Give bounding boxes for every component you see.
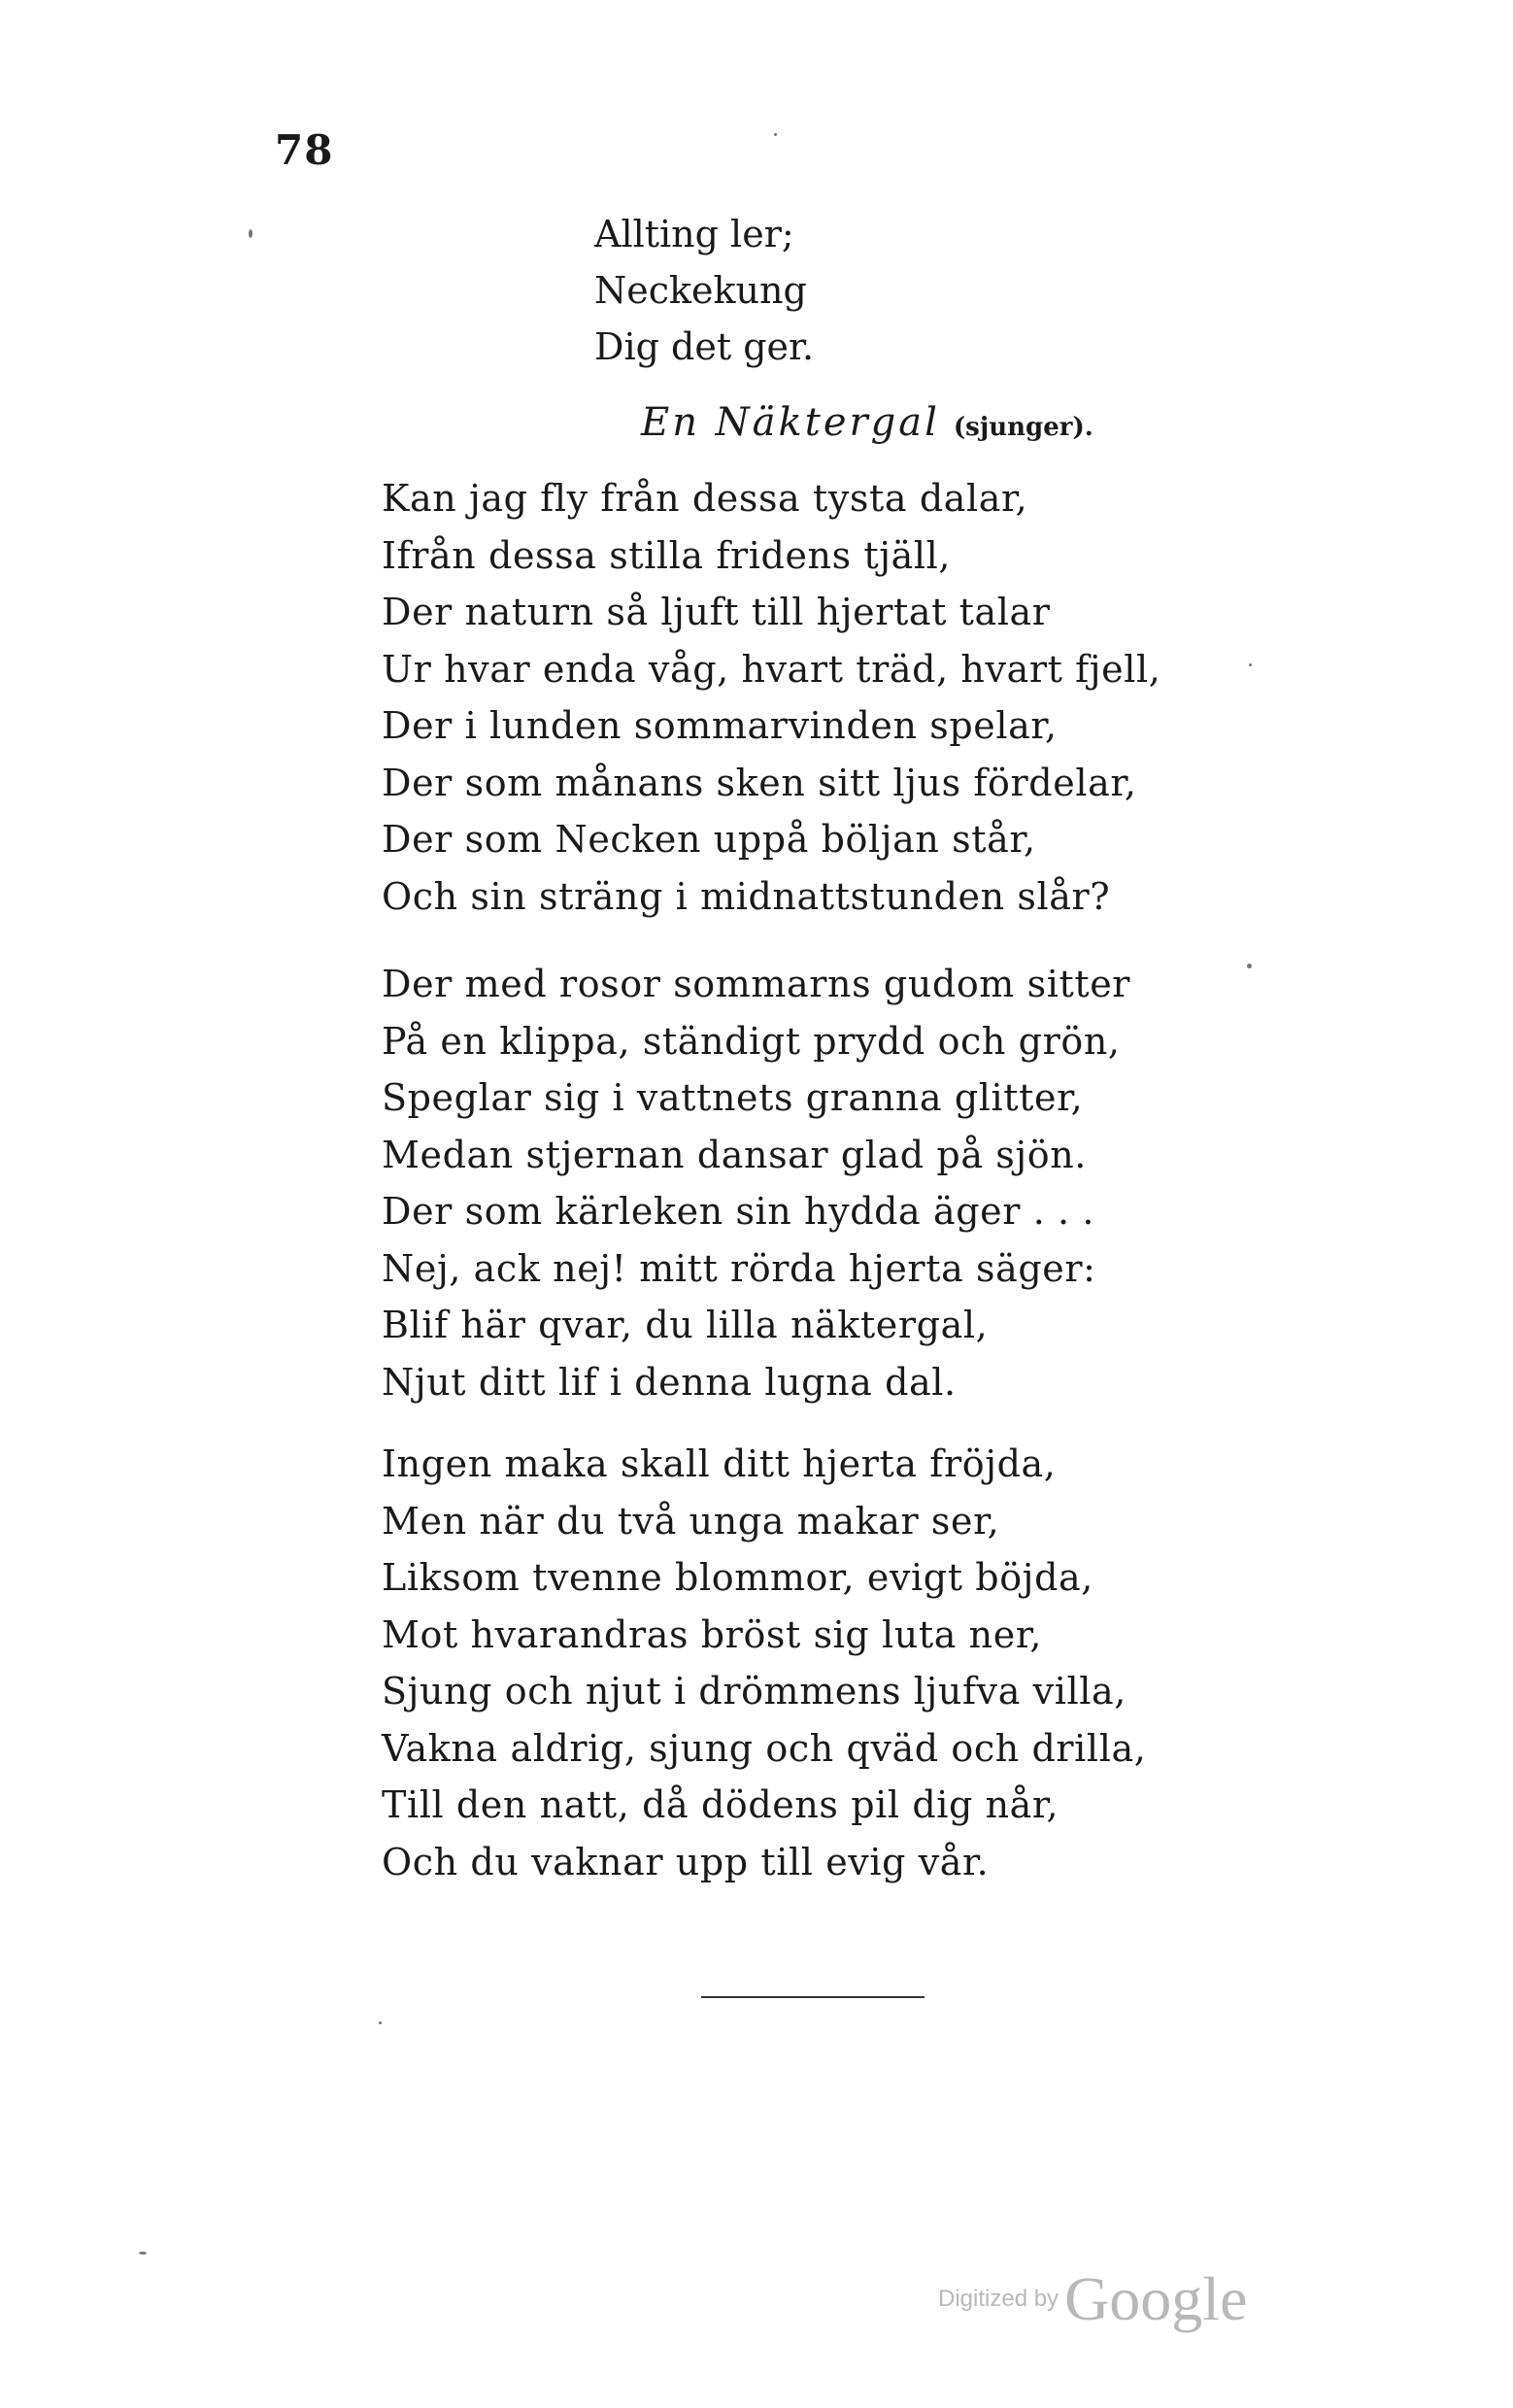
verse-line: Der som kärleken sin hydda äger . . . [382, 1190, 1095, 1233]
stage-direction: (sjunger). [953, 413, 1093, 442]
intro-verse [594, 206, 814, 375]
stanza-3 [382, 1436, 1146, 1890]
scan-speck [774, 133, 777, 136]
verse-line: Nej, ack nej! mitt rörda hjerta säger: [382, 1246, 1096, 1290]
verse-line: Speglar sig i vattnets granna glitter, [382, 1076, 1084, 1119]
watermark-prefix: Digitized by [938, 2286, 1059, 2312]
scan-speck [1247, 964, 1252, 968]
verse-line: Mot hvarandras bröst sig luta ner, [382, 1612, 1043, 1656]
stanza-1 [382, 470, 1160, 925]
verse-line: Der med rosor sommarns gudom sitter [382, 963, 1131, 1005]
page-number: 78 [275, 126, 334, 174]
verse-line: Der naturn så ljuft till hjertat talar [382, 591, 1051, 633]
speaker-heading [641, 400, 1093, 445]
verse-line: Kan jag fly från dessa tysta dalar, [382, 477, 1028, 520]
scan-speck [1249, 663, 1252, 666]
digitized-watermark [938, 2263, 1247, 2335]
verse-line: Dig det ger. [594, 325, 815, 368]
google-logo: Google [1064, 2264, 1248, 2333]
verse-line: På en klippa, ständigt prydd och grön, [382, 1019, 1121, 1063]
scan-speck [139, 2252, 147, 2255]
verse-line: Vakna aldrig, sjung och qväd och drilla, [382, 1726, 1147, 1770]
verse-line: Njut ditt lif i denna lugna dal. [382, 1360, 957, 1404]
scan-speck [379, 2021, 382, 2024]
verse-line: Neckekung [594, 269, 807, 312]
scan-speck [249, 229, 252, 238]
verse-line: Till den natt, då dödens pil dig når, [382, 1783, 1059, 1826]
verse-line: Men när du två unga makar ser, [382, 1499, 1000, 1543]
end-rule [701, 1996, 925, 1998]
verse-line: Der i lunden sommarvinden spelar, [382, 704, 1058, 747]
verse-line: Der som månans sken sitt ljus fördelar, [382, 761, 1137, 804]
verse-line: Medan stjernan dansar glad på sjön. [382, 1133, 1087, 1176]
verse-line: Allting ler; [594, 213, 794, 255]
verse-line: Sjung och njut i drömmens ljufva villa, [382, 1670, 1126, 1713]
verse-line: Ifrån dessa stilla fridens tjäll, [382, 533, 952, 577]
verse-line: Och sin sträng i midnattstunden slår? [382, 874, 1111, 918]
verse-line: Och du vaknar upp till evig vår. [382, 1840, 990, 1883]
stanza-2 [382, 956, 1130, 1410]
verse-line: Ur hvar enda våg, hvart träd, hvart fjell, [382, 647, 1161, 691]
speaker-name: En Näktergal [641, 400, 940, 445]
verse-line: Blif här qvar, du lilla näktergal, [382, 1304, 989, 1346]
verse-line: Der som Necken uppå böljan står, [382, 818, 1036, 861]
verse-line: Liksom tvenne blommor, evigt böjda, [382, 1556, 1093, 1599]
verse-line: Ingen maka skall ditt hjerta fröjda, [382, 1442, 1057, 1485]
